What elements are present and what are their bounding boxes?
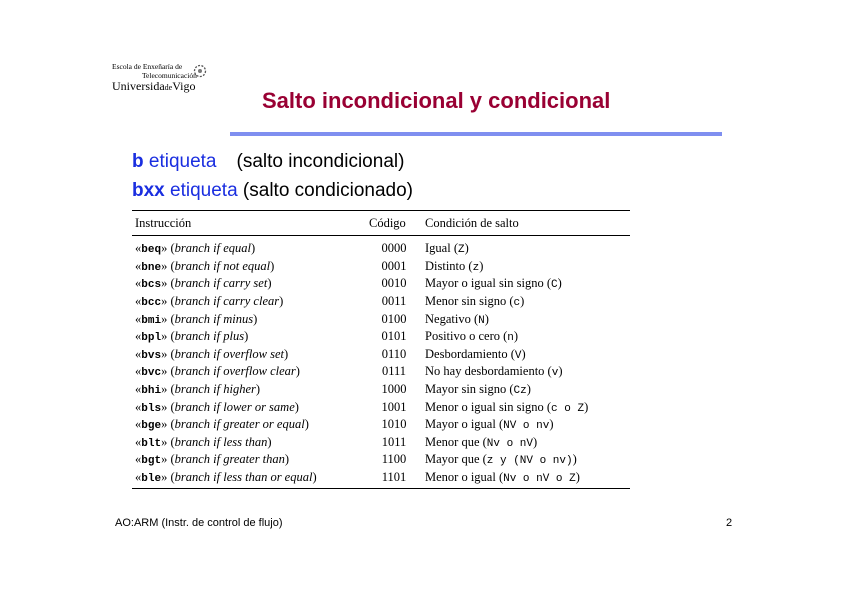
university-emblem-icon bbox=[192, 63, 208, 79]
mnemonic: ble bbox=[141, 473, 162, 486]
code-cell: 1101 bbox=[366, 469, 422, 489]
condition-cell: Mayor sin signo (Cz) bbox=[425, 382, 531, 398]
title-underline bbox=[230, 132, 722, 136]
mnemonic: bls bbox=[141, 402, 162, 415]
condition-flags: z bbox=[472, 261, 480, 274]
condition-flags: z y (NV o nv) bbox=[486, 455, 573, 468]
table-row bbox=[132, 381, 630, 399]
condition-flags: n bbox=[507, 332, 514, 345]
code-cell: 1001 bbox=[381, 399, 407, 414]
conditional-branch-line bbox=[132, 180, 413, 202]
table-row bbox=[132, 328, 630, 346]
condition-flags: V bbox=[514, 349, 522, 362]
condition-cell: Menor que (Nv o nV) bbox=[425, 434, 538, 450]
table-row bbox=[132, 346, 630, 364]
table-row bbox=[132, 293, 630, 311]
condition-cell: Menor o igual sin signo (c o Z) bbox=[425, 399, 589, 415]
instruction-cell: «bvc» (branch if overflow clear) bbox=[135, 364, 300, 380]
branch-description: branch if overflow clear bbox=[174, 364, 296, 379]
condition-flags: Nv o nV o Z bbox=[503, 473, 576, 486]
code-cell: 0001 bbox=[381, 258, 407, 273]
instruction-cell: «blt» (branch if less than) bbox=[135, 434, 272, 450]
header-code: Código bbox=[366, 211, 422, 236]
mnemonic: bhi bbox=[141, 385, 162, 398]
table-row bbox=[132, 258, 630, 276]
code-cell: 1000 bbox=[381, 382, 407, 397]
condition-text: Mayor que bbox=[425, 452, 480, 467]
table-row bbox=[132, 236, 630, 258]
condition-cell: Mayor o igual (NV o nv) bbox=[425, 417, 554, 433]
code-cell: 0111 bbox=[381, 364, 407, 379]
condition-text: No hay desbordamiento bbox=[425, 364, 545, 379]
mnemonic: bpl bbox=[141, 332, 162, 345]
mnemonic: bvc bbox=[141, 367, 162, 380]
condition-flags: c o Z bbox=[551, 402, 585, 415]
branch-description: branch if equal bbox=[174, 241, 251, 256]
condition-flags: N bbox=[478, 314, 485, 327]
condition-cell: Negativo (N) bbox=[425, 311, 489, 327]
table-header-row bbox=[132, 211, 630, 236]
table-row bbox=[132, 416, 630, 434]
code-cell: 0011 bbox=[381, 294, 407, 309]
branch-description: branch if not equal bbox=[174, 258, 271, 273]
header-instruction: Instrucción bbox=[132, 211, 366, 236]
table-row bbox=[132, 451, 630, 469]
instruction-cell: «ble» (branch if less than or equal) bbox=[132, 469, 366, 489]
b-label: etiqueta bbox=[143, 151, 217, 172]
table-row bbox=[132, 469, 630, 489]
logo-school-line: Escola de Enxeñaría de bbox=[112, 62, 183, 71]
bxx-note: (salto condicionado) bbox=[237, 180, 413, 201]
condition-flags: v bbox=[551, 367, 559, 380]
condition-text: Distinto bbox=[425, 258, 466, 273]
branch-description: branch if higher bbox=[174, 382, 256, 397]
code-cell: 0100 bbox=[381, 311, 407, 326]
branch-description: branch if lower or same bbox=[174, 399, 295, 414]
branch-description: branch if plus bbox=[174, 329, 245, 344]
condition-text: Negativo bbox=[425, 311, 471, 326]
logo-de-part: de bbox=[164, 83, 173, 92]
instruction-cell: «beq» (branch if equal) bbox=[135, 241, 256, 257]
page-number: 2 bbox=[726, 517, 733, 529]
condition-flags: Cz bbox=[513, 385, 527, 398]
instruction-cell: «bmi» (branch if minus) bbox=[135, 311, 258, 327]
condition-cell: Distinto (z) bbox=[425, 258, 484, 274]
branch-description: branch if greater than bbox=[174, 452, 285, 467]
condition-flags: NV o nv bbox=[503, 420, 550, 433]
condition-flags: c bbox=[513, 297, 521, 310]
table-row bbox=[132, 363, 630, 381]
instruction-cell: «bcc» (branch if carry clear) bbox=[135, 294, 284, 310]
condition-text: Mayor o igual bbox=[425, 417, 496, 432]
condition-cell: Mayor que (z y (NV o nv)) bbox=[425, 452, 577, 468]
condition-cell: No hay desbordamiento (v) bbox=[425, 364, 563, 380]
condition-text: Igual bbox=[425, 241, 451, 256]
slide-title: Salto incondicional y condicional bbox=[262, 88, 611, 113]
mnemonic: bge bbox=[141, 420, 162, 433]
unconditional-branch-line bbox=[132, 151, 404, 173]
condition-cell: Positivo o cero (n) bbox=[425, 329, 519, 345]
table-body bbox=[132, 236, 630, 489]
condition-text: Menor o igual sin signo bbox=[425, 399, 544, 414]
condition-text: Positivo o cero bbox=[425, 329, 500, 344]
table-row bbox=[132, 310, 630, 328]
instruction-cell: «bls» (branch if lower or same) bbox=[135, 399, 299, 415]
mnemonic: bvs bbox=[141, 349, 162, 362]
instruction-cell: «bpl» (branch if plus) bbox=[135, 329, 249, 345]
condition-flags: C bbox=[551, 279, 558, 292]
mnemonic: beq bbox=[141, 244, 162, 257]
instruction-cell: «bvs» (branch if overflow set) bbox=[135, 346, 289, 362]
branch-description: branch if carry clear bbox=[174, 294, 280, 309]
bxx-keyword: bxx bbox=[132, 180, 165, 201]
bxx-label: etiqueta bbox=[164, 180, 238, 201]
logo-university-name bbox=[112, 80, 212, 94]
condition-text: Menor o igual bbox=[425, 470, 496, 485]
condition-text: Menor que bbox=[425, 434, 480, 449]
table-row bbox=[132, 398, 630, 416]
instruction-cell: «bhi» (branch if higher) bbox=[135, 382, 261, 398]
code-cell: 1011 bbox=[381, 434, 407, 449]
instruction-cell: «bgt» (branch if greater than) bbox=[135, 452, 290, 468]
branch-description: branch if less than bbox=[174, 434, 268, 449]
b-note: (salto incondicional) bbox=[236, 151, 405, 172]
condition-cell: Igual (Z) bbox=[425, 241, 469, 257]
mnemonic: bcc bbox=[141, 297, 162, 310]
code-cell: 0110 bbox=[381, 346, 407, 361]
code-cell: 1010 bbox=[381, 417, 407, 432]
b-keyword: b bbox=[132, 151, 144, 172]
logo-univ-part: Universida bbox=[112, 79, 165, 93]
footer-text: AO:ARM (Instr. de control de flujo) bbox=[115, 517, 283, 529]
branch-description: branch if overflow set bbox=[174, 346, 284, 361]
logo-vigo-part: Vigo bbox=[172, 79, 196, 93]
condition-cell: Desbordamiento (V) bbox=[425, 346, 526, 362]
condition-text: Desbordamiento bbox=[425, 346, 508, 361]
code-cell: 0010 bbox=[381, 276, 407, 291]
condition-text: Mayor o igual sin signo bbox=[425, 276, 544, 291]
code-cell: 0000 bbox=[381, 241, 407, 256]
table-row bbox=[132, 434, 630, 452]
instruction-cell: «bne» (branch if not equal) bbox=[135, 258, 275, 274]
branch-description: branch if carry set bbox=[174, 276, 268, 291]
branch-conditions-table bbox=[132, 210, 630, 489]
condition-flags: Z bbox=[457, 244, 465, 257]
mnemonic: bcs bbox=[141, 279, 162, 292]
condition-text: Menor sin signo bbox=[425, 294, 507, 309]
branch-description: branch if minus bbox=[174, 311, 254, 326]
instruction-cell: «bge» (branch if greater or equal) bbox=[135, 417, 309, 433]
branch-description: branch if less than or equal bbox=[174, 470, 313, 485]
condition-cell: Menor o igual (Nv o nV o Z) bbox=[422, 469, 630, 489]
code-cell: 1100 bbox=[381, 452, 407, 467]
instruction-cell: «bcs» (branch if carry set) bbox=[135, 276, 272, 292]
condition-text: Mayor sin signo bbox=[425, 382, 507, 397]
mnemonic: bne bbox=[141, 261, 162, 274]
mnemonic: bmi bbox=[141, 314, 162, 327]
mnemonic: bgt bbox=[141, 455, 162, 468]
condition-cell: Menor sin signo (c) bbox=[425, 294, 525, 310]
header-condition: Condición de salto bbox=[422, 211, 630, 236]
condition-flags: Nv o nV bbox=[486, 437, 534, 450]
logo-telecom-line: Telecomunicación bbox=[142, 71, 197, 80]
mnemonic: blt bbox=[141, 437, 162, 450]
code-cell: 0101 bbox=[381, 329, 407, 344]
condition-cell: Mayor o igual sin signo (C) bbox=[425, 276, 562, 292]
branch-description: branch if greater or equal bbox=[174, 417, 305, 432]
table-row bbox=[132, 275, 630, 293]
